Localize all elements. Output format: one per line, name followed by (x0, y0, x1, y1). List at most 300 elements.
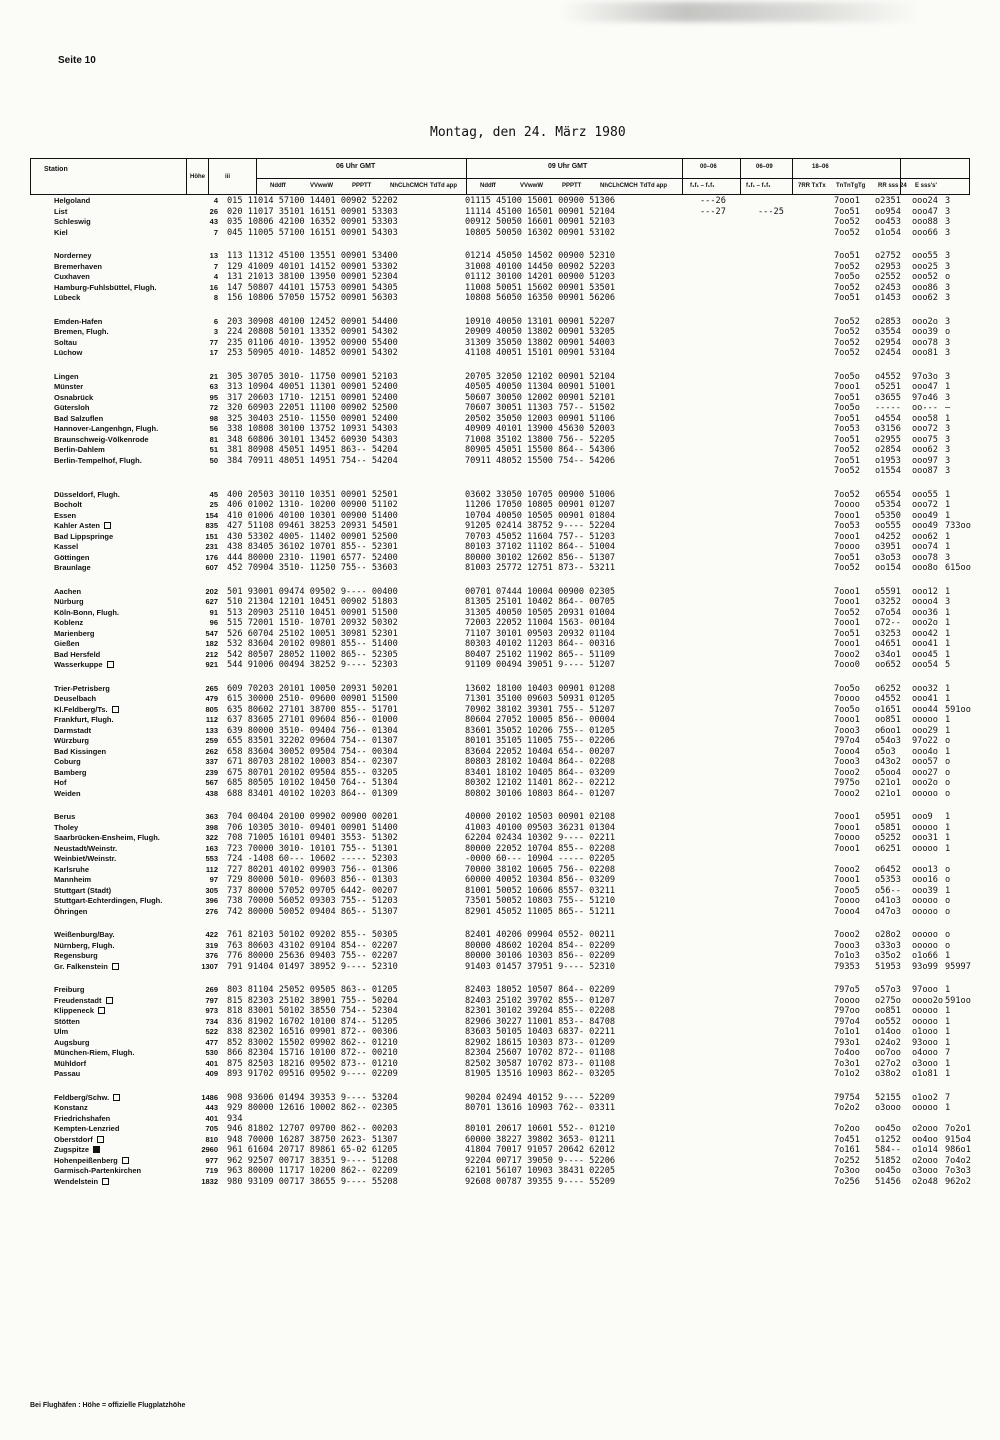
station-name (54, 907, 87, 918)
table-row (0, 1166, 1000, 1177)
header-gust-2: f₁f₁ – f₁f₁ (746, 183, 771, 189)
obs-06-values: 803 81104 25052 09505 863-- 01205 (227, 985, 398, 995)
station-name-text: Bad Lippspringe (54, 531, 114, 541)
station-height: 409 (205, 1069, 218, 1078)
station-height: 17 (209, 348, 218, 357)
precip: 97ooo (912, 985, 938, 995)
station-name (54, 896, 162, 907)
min-temp: 51953 (875, 961, 901, 972)
min-temp: o6554 (875, 489, 901, 500)
station-name-text: Marienberg (54, 628, 95, 638)
table-row (0, 650, 1000, 661)
obs-06-values: 704 00404 20100 09902 00900 00201 (227, 812, 398, 822)
square-icon (113, 1094, 120, 1101)
station-name (54, 833, 160, 844)
station-name-text: Münster (54, 382, 84, 391)
precip: ooooo (912, 940, 938, 951)
gust-00-06: ---26 (700, 196, 726, 206)
min-temp: o5o3 (875, 746, 896, 757)
table-row (0, 327, 1000, 338)
station-height: 212 (205, 649, 218, 659)
snow: 1 (945, 885, 951, 896)
table-row (0, 1027, 1000, 1038)
snow: 733oo (945, 521, 971, 531)
station-height: 7 (213, 227, 218, 237)
station-height: 81 (209, 434, 218, 444)
station-name-text: Würzburg (54, 736, 89, 745)
max-temp: 7oo52 (834, 489, 860, 500)
station-height: 835 (205, 521, 218, 530)
snow: 3 (945, 293, 951, 303)
obs-09-values: 82403 25102 39702 855-- 01207 (465, 995, 616, 1006)
table-row (0, 372, 1000, 383)
obs-09-values: 80905 45051 15500 864-- 54306 (465, 445, 616, 455)
station-height: 77 (209, 337, 218, 347)
obs-06-values: 723 70000 3010- 10101 755-- 51301 (227, 843, 398, 854)
station-name (54, 726, 91, 737)
table-row (0, 736, 1000, 747)
station-name-text: Mühldorf (54, 1058, 87, 1068)
square-icon (112, 963, 119, 970)
min-temp: o34o1 (875, 649, 901, 660)
obs-06-values: 980 93109 00717 38655 9---- 55208 (227, 1176, 398, 1187)
obs-09-values: 20502 35050 12003 00901 51106 (465, 413, 616, 424)
obs-06-values: 444 80000 2310- 11901 6577- 52400 (227, 552, 398, 563)
station-height: 422 (205, 930, 218, 939)
max-temp: 7oo52 (834, 327, 860, 337)
station-name-text: Helgoland (54, 196, 91, 205)
snow: 1 (945, 843, 951, 854)
station-name-text: Weiden (54, 788, 81, 798)
min-temp: o4651 (875, 639, 901, 649)
station-name (54, 1166, 141, 1177)
obs-06-values: 113 11312 45100 13551 00901 53400 (227, 251, 398, 261)
table-row (0, 875, 1000, 886)
station-height: 63 (209, 382, 218, 391)
obs-06-values: 015 11014 57100 14401 00902 52202 (227, 196, 398, 206)
min-temp: oo851 (875, 1006, 901, 1016)
station-height: 567 (205, 778, 218, 787)
precip: ooo62 (912, 445, 938, 455)
obs-06-values: 430 53302 4005- 11402 00901 52500 (227, 531, 398, 542)
header-snow: E sss's' (915, 183, 937, 189)
station-name (54, 372, 79, 383)
snow: o (945, 327, 951, 337)
snow: 3 (945, 371, 951, 382)
precip: oooo4 (912, 597, 938, 607)
min-temp: o4252 (875, 531, 901, 542)
station-height: 26 (209, 206, 218, 216)
precip: o2ooo (912, 1124, 938, 1134)
station-name-text: Mannheim (54, 875, 92, 884)
station-name-text: Augsburg (54, 1037, 90, 1047)
min-temp: oo555 (875, 521, 901, 531)
obs-06-values: 609 70203 20101 10050 20931 50201 (227, 683, 398, 694)
station-height: 443 (205, 1103, 218, 1112)
max-temp: 7oo5o (834, 683, 860, 694)
obs-09-values: 91205 02414 38752 9---- 52204 (465, 521, 616, 531)
snow: o (945, 864, 951, 875)
station-name-text: Deuselbach (54, 694, 97, 703)
station-name (54, 272, 90, 283)
table-row (0, 1156, 1000, 1167)
header-hoehe: Höhe (190, 174, 205, 180)
snow: 1 (945, 725, 951, 736)
table-row (0, 629, 1000, 640)
precip: ooo31 (912, 833, 938, 843)
min-temp: o1o54 (875, 227, 901, 238)
header-period-06-09: 06–09 (756, 164, 773, 170)
station-name (54, 490, 120, 501)
snow: 3 (945, 597, 951, 607)
station-name (54, 1017, 80, 1028)
min-temp: o4554 (875, 413, 901, 424)
precip: ooo55 (912, 489, 938, 500)
min-temp: o38o2 (875, 1069, 901, 1079)
obs-06-values: 438 83405 36102 10701 855-- 52301 (227, 542, 398, 552)
header-station: Station (44, 166, 68, 173)
station-height: 810 (205, 1134, 218, 1144)
station-height: 627 (205, 597, 218, 606)
obs-06-values: 742 80000 50052 09404 865-- 51307 (227, 906, 398, 917)
precip: ooo62 (912, 293, 938, 303)
table-row (0, 511, 1000, 522)
station-name-text: Friedrichshafen (54, 1113, 111, 1123)
obs-09-values: 82902 18615 10303 873-- 01209 (465, 1037, 616, 1048)
station-name (54, 553, 89, 564)
station-height: 973 (205, 1006, 218, 1015)
snow: 7o4o2 (945, 1155, 971, 1166)
obs-09-values: 80000 30106 10303 856-- 02209 (465, 951, 616, 961)
obs-09-values: 00912 50050 16601 00901 52103 (465, 217, 616, 227)
station-height: 1832 (201, 1176, 218, 1186)
table-row (0, 886, 1000, 897)
max-temp: 7oo5o (834, 272, 860, 282)
obs-06-values: 131 21013 38100 13950 00901 52304 (227, 272, 398, 282)
obs-09-values: 80407 25102 11902 865-- 51109 (465, 649, 616, 660)
station-name-text: Braunschweig-Völkenrode (54, 434, 149, 444)
station-name (54, 1156, 129, 1167)
station-name-text: Gr. Falkenstein (54, 961, 108, 971)
obs-06-values: 406 01002 1310- 10200 00900 51102 (227, 500, 398, 510)
snow: 3 (945, 316, 951, 327)
table-row (0, 563, 1000, 574)
obs-06-values: 147 50807 44101 15753 00901 54305 (227, 282, 398, 293)
station-height: 269 (205, 985, 218, 994)
precip: ooo86 (912, 282, 938, 293)
station-name-text: Norderney (54, 251, 92, 260)
obs-09-values: 70703 45052 11604 757-- 51203 (465, 531, 616, 542)
table-row (0, 1135, 1000, 1146)
snow: 5 (945, 660, 951, 670)
obs-09-values: 03602 33050 10705 00900 51006 (465, 489, 616, 500)
table-row (0, 228, 1000, 239)
precip: ooooo (912, 822, 938, 833)
max-temp: 7oo52 (834, 261, 860, 272)
snow: 986o1 (945, 1145, 971, 1155)
station-table (0, 196, 1000, 1187)
station-height: 112 (205, 864, 218, 874)
table-row (0, 985, 1000, 996)
snow: 1 (945, 382, 951, 392)
obs-09-values: 60000 38227 39802 3653- 01211 (465, 1134, 616, 1145)
max-temp: 7oo51 (834, 392, 860, 403)
snow: 7 (945, 1048, 951, 1058)
station-height: 553 (205, 854, 218, 863)
station-name (54, 1006, 105, 1017)
min-temp: 51852 (875, 1155, 901, 1166)
station-name (54, 1135, 104, 1146)
station-name (54, 435, 149, 446)
table-row (0, 207, 1000, 218)
min-temp: o5oo4 (875, 767, 901, 778)
precip: ooo88 (912, 217, 938, 227)
min-temp: o5591 (875, 586, 901, 597)
station-height: 363 (205, 812, 218, 821)
table-row (0, 532, 1000, 543)
min-temp: 51456 (875, 1176, 901, 1187)
header-06-nddff: Nddff (270, 183, 286, 189)
obs-06-values: 961 61604 20717 89861 65-02 61205 (227, 1145, 398, 1155)
footnote: Bei Flughäfen : Höhe = offizielle Flugplatzhöhe (30, 1402, 186, 1409)
station-name-text: Bocholt (54, 500, 82, 509)
station-height: 239 (205, 767, 218, 777)
snow: 1 (945, 1027, 951, 1037)
table-row (0, 1124, 1000, 1135)
precip: 93ooo (912, 1037, 938, 1048)
obs-06-values: 348 60806 30101 13452 60930 54303 (227, 434, 398, 445)
station-name-text: Garmisch-Partenkirchen (54, 1166, 142, 1175)
obs-06-values: 962 92507 00717 38351 9---- 51208 (227, 1155, 398, 1166)
max-temp: 7ooo1 (834, 715, 860, 725)
snow: o (945, 736, 951, 746)
station-name-text: Berlin-Dahlem (54, 445, 105, 454)
table-row (0, 251, 1000, 262)
station-name-text: Lübeck (54, 293, 81, 302)
precip: ooooo (912, 1006, 938, 1016)
station-name (54, 996, 113, 1007)
precip: ooo62 (912, 531, 938, 542)
table-row (0, 684, 1000, 695)
station-name-text: Kassel (54, 542, 79, 551)
station-name (54, 338, 77, 349)
table-row (0, 587, 1000, 598)
obs-09-values: 91403 01457 37951 9---- 52310 (465, 961, 616, 972)
obs-06-values: 224 20808 50101 13352 00901 54302 (227, 327, 398, 337)
header-06-ppptt: PPPTT (352, 183, 372, 189)
station-name (54, 283, 157, 294)
station-name-text: Nürburg (54, 597, 84, 606)
station-name (54, 1124, 119, 1135)
min-temp: o24o2 (875, 1037, 901, 1048)
min-temp: o6251 (875, 843, 901, 854)
obs-09-values: 50607 30050 12002 00901 52101 (465, 392, 616, 403)
precip: ooooo (912, 1103, 938, 1113)
max-temp: 7o161 (834, 1145, 860, 1155)
snow: – (945, 403, 951, 413)
obs-09-values: 80000 48602 10204 854-- 02209 (465, 940, 616, 951)
station-height: 262 (205, 746, 218, 756)
station-name (54, 327, 109, 338)
obs-09-values: 80802 30106 10803 864-- 01207 (465, 788, 616, 799)
table-row (0, 996, 1000, 1007)
station-height: 91 (209, 607, 218, 617)
max-temp: 7oooo (834, 995, 860, 1006)
table-row (0, 660, 1000, 671)
max-temp: 7oo52 (834, 348, 860, 358)
max-temp: 7oo53 (834, 521, 860, 531)
min-temp: o3655 (875, 392, 901, 403)
station-height: 607 (205, 563, 218, 572)
max-temp: 7ooo1 (834, 510, 860, 521)
precip: o2ooo (912, 1155, 938, 1166)
max-temp: 7ooo4 (834, 906, 860, 917)
obs-06-values: 727 80201 40102 09903 756-- 01306 (227, 864, 398, 875)
obs-09-values: 82301 30102 39204 855-- 02208 (465, 1006, 616, 1016)
station-name (54, 768, 87, 779)
station-name (54, 532, 113, 543)
precip: o1o81 (912, 1069, 938, 1079)
snow: 7o2o1 (945, 1124, 971, 1134)
min-temp: o56-- (875, 885, 901, 896)
min-temp: o54o3 (875, 736, 901, 746)
station-name (54, 962, 119, 973)
station-name (54, 705, 119, 716)
station-name-text: Bremerhaven (54, 261, 102, 271)
snow: 1 (945, 607, 951, 618)
obs-06-values: 706 10305 3010- 09401 00901 51400 (227, 822, 398, 833)
max-temp: 7ooo3 (834, 757, 860, 767)
obs-09-values: 80101 20617 10601 552-- 01210 (465, 1124, 616, 1134)
precip: ooo41 (912, 694, 938, 704)
obs-09-values: 83401 18102 10405 864-- 03209 (465, 767, 616, 778)
min-temp: o3o53 (875, 552, 901, 563)
obs-09-values: 31305 40050 10505 20931 01004 (465, 607, 616, 618)
station-height: 401 (205, 1113, 218, 1123)
obs-09-values: 82906 30227 11001 853-- 84708 (465, 1016, 616, 1027)
station-height: 7 (213, 261, 218, 271)
precip: ooo29 (912, 725, 938, 736)
snow: 3 (945, 251, 951, 261)
obs-06-values: 203 30908 40100 12452 00901 54400 (227, 316, 398, 327)
table-row (0, 789, 1000, 800)
max-temp: 7oo5o (834, 403, 860, 413)
snow: 7 (945, 1092, 951, 1103)
obs-06-values: 908 93606 01494 39353 9---- 53204 (227, 1092, 398, 1103)
station-name (54, 875, 91, 886)
precip: o3ooo (912, 1058, 938, 1069)
station-height: 1307 (201, 961, 218, 971)
precip: ooo4o (912, 746, 938, 757)
min-temp: o4552 (875, 694, 901, 704)
precip: ooo36 (912, 607, 938, 618)
min-temp: o47o3 (875, 906, 901, 917)
max-temp: 7oooo (834, 896, 860, 906)
table-row (0, 466, 1000, 477)
snow: o (945, 778, 951, 788)
precip: ooooo (912, 906, 938, 917)
max-temp: 7oo52 (834, 217, 860, 227)
obs-06-values: 515 72001 1510- 10701 20932 50302 (227, 618, 398, 628)
station-name-text: Bad Kissingen (54, 746, 107, 756)
min-temp: o28o2 (875, 930, 901, 940)
table-row (0, 951, 1000, 962)
station-name-text: Wendelstein (54, 1176, 99, 1186)
station-height: 51 (209, 445, 218, 454)
station-name-text: Weißenburg/Bay. (54, 930, 115, 939)
station-height: 305 (205, 885, 218, 895)
obs-09-values: 40909 40101 13900 45630 52003 (465, 424, 616, 434)
station-name-text: Cuxhaven (54, 272, 90, 281)
max-temp: 7oo51 (834, 206, 860, 217)
max-temp: 7oooo (834, 694, 860, 704)
station-height: 43 (209, 217, 218, 226)
table-row (0, 930, 1000, 941)
snow: 1 (945, 489, 951, 500)
obs-09-values: 81003 25772 12751 873-- 53211 (465, 563, 616, 573)
station-height: 72 (209, 403, 218, 412)
snow: 591oo (945, 995, 971, 1006)
square-icon (107, 661, 114, 668)
station-name (54, 778, 67, 789)
station-name (54, 228, 68, 239)
max-temp: 7ooo0 (834, 660, 860, 670)
snow: o (945, 875, 951, 885)
max-temp: 7oo51 (834, 293, 860, 303)
table-row (0, 217, 1000, 228)
precip: ooo9 (912, 812, 933, 822)
station-name (54, 608, 119, 619)
table-row (0, 1093, 1000, 1104)
obs-09-values: 20909 40050 13802 00901 53205 (465, 327, 616, 337)
max-temp: 7oo52 (834, 445, 860, 455)
station-height: 265 (205, 683, 218, 693)
table-row (0, 317, 1000, 328)
max-temp: 7o2oo (834, 1124, 860, 1134)
obs-06-values: 737 80000 57052 09705 6442- 00207 (227, 885, 398, 896)
table-row (0, 1017, 1000, 1028)
station-height: 259 (205, 736, 218, 745)
max-temp: 7ooo1 (834, 586, 860, 597)
obs-09-values: 01214 45050 14502 00900 52310 (465, 251, 616, 261)
table-row (0, 262, 1000, 273)
station-name-text: Zugspitze (54, 1145, 89, 1154)
snow: 1 (945, 1069, 951, 1079)
precip: ooo54 (912, 660, 938, 670)
square-icon (122, 1157, 129, 1164)
obs-06-values: 688 83401 40102 10203 864-- 01309 (227, 788, 398, 799)
obs-06-values: 542 80507 28052 11002 865-- 52305 (227, 649, 398, 660)
max-temp: 7ooo1 (834, 382, 860, 392)
precip: o1oo2 (912, 1092, 938, 1103)
station-name-text: Passau (54, 1069, 81, 1078)
min-temp: o5353 (875, 875, 901, 885)
station-height: 921 (205, 660, 218, 669)
snow: 1 (945, 833, 951, 843)
obs-06-values: 313 10904 40051 11301 00901 52400 (227, 382, 398, 392)
table-row (0, 500, 1000, 511)
station-height: 376 (205, 951, 218, 960)
station-name (54, 1145, 100, 1156)
precip: ooo75 (912, 434, 938, 445)
station-name (54, 1103, 88, 1114)
obs-09-values: 82403 18052 10507 864-- 02209 (465, 985, 616, 995)
station-height: 547 (205, 628, 218, 638)
header-09-clouds: NhCLhCMCH (600, 183, 638, 189)
obs-09-values: 31008 40100 14450 00902 52203 (465, 261, 616, 272)
max-temp: 7oo5o (834, 371, 860, 382)
station-name (54, 736, 89, 747)
